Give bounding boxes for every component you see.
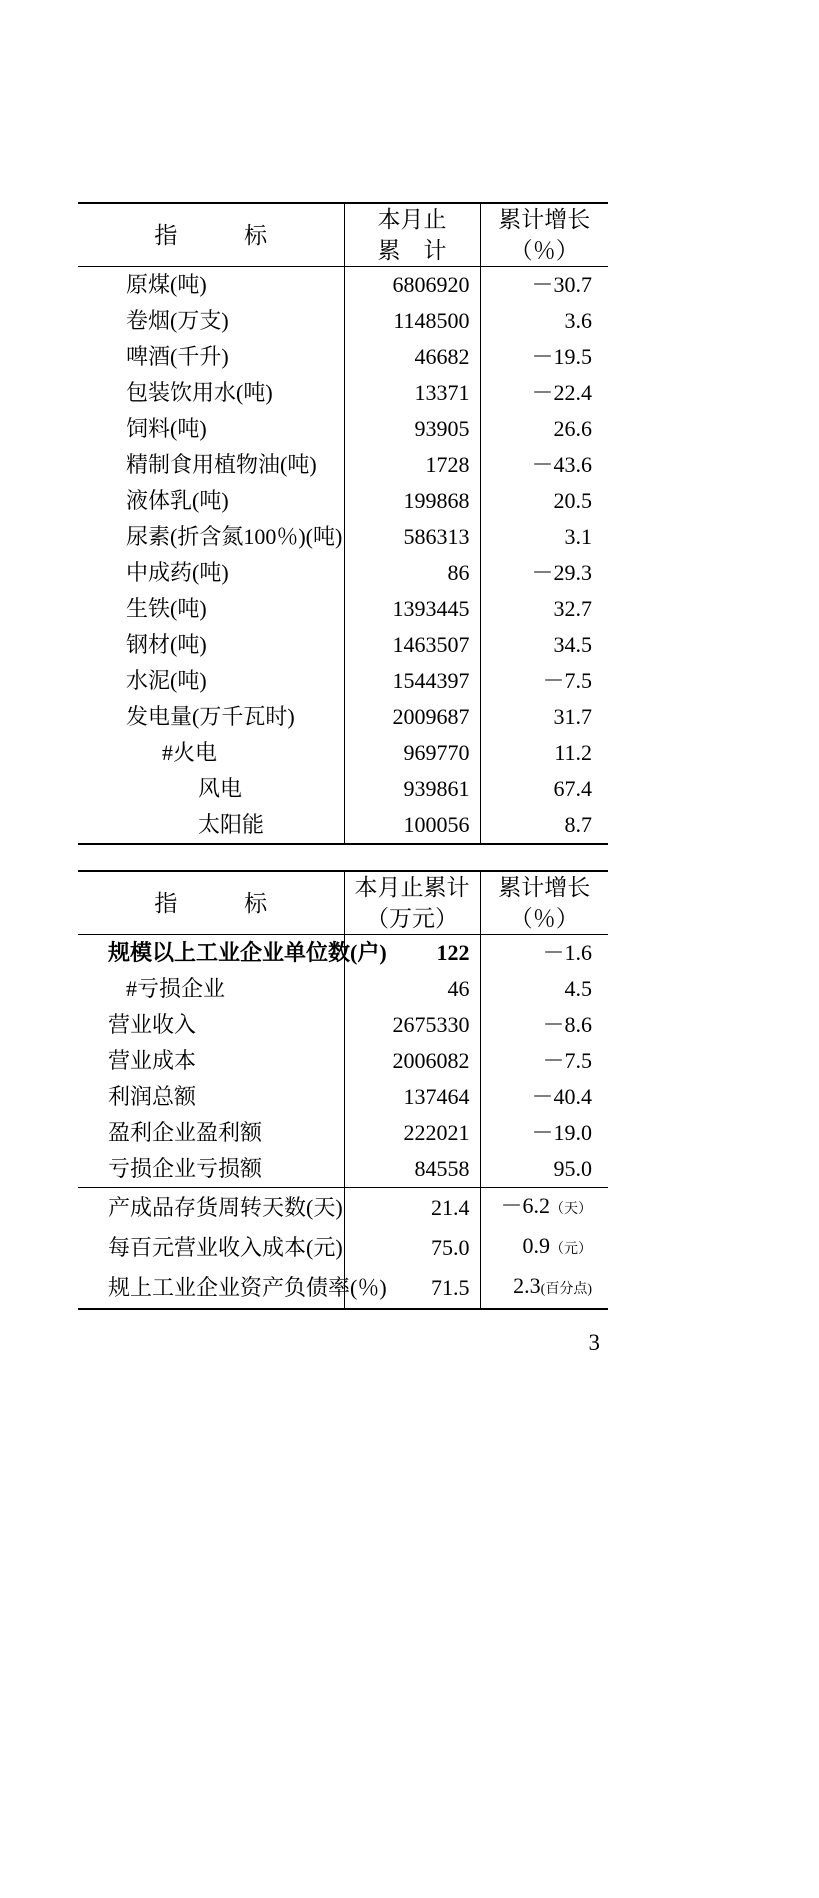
table1-header-label: 指 标 xyxy=(78,203,344,267)
table-row xyxy=(78,663,608,699)
row-label: 产成品存货周转天数(天) xyxy=(78,1188,344,1229)
table-row xyxy=(78,735,608,771)
table-row xyxy=(78,375,608,411)
row-value: 1463507 xyxy=(344,627,480,663)
row-label: 规上工业企业资产负债率(％) xyxy=(78,1268,344,1309)
row-value: 6806920 xyxy=(344,267,480,304)
row-growth: －30.7 xyxy=(480,267,608,304)
row-value: 2009687 xyxy=(344,699,480,735)
table1-header-growth-line1: 累计增长 xyxy=(498,207,591,232)
row-value: 1393445 xyxy=(344,591,480,627)
table-row xyxy=(78,699,608,735)
row-label: 发电量(万千瓦时) xyxy=(126,704,295,729)
row-growth: 34.5 xyxy=(480,627,608,663)
row-growth: 32.7 xyxy=(480,591,608,627)
table-row xyxy=(78,267,608,304)
table2-header-label: 指 标 xyxy=(78,871,344,935)
row-label: 亏损企业亏损额 xyxy=(108,1156,263,1181)
row-label: 啤酒(千升) xyxy=(126,344,229,369)
page-number: 3 xyxy=(588,1330,600,1355)
row-value: 46 xyxy=(344,971,480,1007)
row-value: 1544397 xyxy=(344,663,480,699)
row-label: 盈利企业盈利额 xyxy=(108,1120,263,1145)
row-value: 2675330 xyxy=(344,1007,480,1043)
table2-header-growth-line2: （％） xyxy=(509,906,579,931)
row-growth-unit: (百分点) xyxy=(540,1282,592,1297)
row-label: 水泥(吨) xyxy=(126,668,207,693)
row-label: 液体乳(吨) xyxy=(126,488,229,513)
row-value: 969770 xyxy=(344,735,480,771)
row-growth: 4.5 xyxy=(480,971,608,1007)
row-value: 86 xyxy=(344,555,480,591)
table-row xyxy=(78,935,608,972)
table-row xyxy=(78,807,608,844)
row-label: #火电 xyxy=(162,740,218,765)
row-label: 精制食用植物油(吨) xyxy=(126,452,317,477)
table1-header-value-line1: 本月止 xyxy=(377,207,447,232)
table-row xyxy=(78,303,608,339)
row-value: 122 xyxy=(344,935,480,972)
row-value: 2006082 xyxy=(344,1043,480,1079)
table-row xyxy=(78,1007,608,1043)
row-growth: －1.6 xyxy=(480,935,608,972)
table-row xyxy=(78,1079,608,1115)
row-value: 586313 xyxy=(344,519,480,555)
table1-header-growth xyxy=(480,203,608,267)
table-row xyxy=(78,519,608,555)
table-row xyxy=(78,555,608,591)
row-growth xyxy=(480,1188,608,1229)
row-label: 规模以上工业企业单位数(户) xyxy=(78,935,344,972)
table-row xyxy=(78,1188,608,1229)
row-growth: －7.5 xyxy=(480,663,608,699)
row-growth-value: 2.3 xyxy=(513,1273,541,1298)
row-growth: 26.6 xyxy=(480,411,608,447)
row-value: 222021 xyxy=(344,1115,480,1151)
table1-header-growth-line2: （％） xyxy=(509,238,579,263)
row-growth: 20.5 xyxy=(480,483,608,519)
row-label: 钢材(吨) xyxy=(126,632,207,657)
row-growth: 67.4 xyxy=(480,771,608,807)
row-label: 利润总额 xyxy=(108,1084,197,1109)
row-growth: －19.5 xyxy=(480,339,608,375)
production-indicators-table-block xyxy=(78,202,608,845)
row-growth: －22.4 xyxy=(480,375,608,411)
row-label: 卷烟(万支) xyxy=(126,308,229,333)
table-row xyxy=(78,1268,608,1309)
row-label: 营业收入 xyxy=(108,1012,197,1037)
table-row xyxy=(78,483,608,519)
table2-header-growth xyxy=(480,871,608,935)
row-growth-value: －6.2 xyxy=(500,1193,550,1218)
table1-header-value-line2: 累 计 xyxy=(377,238,447,263)
row-value: 93905 xyxy=(344,411,480,447)
row-value: 75.0 xyxy=(344,1228,480,1268)
row-label: 生铁(吨) xyxy=(126,596,207,621)
row-growth xyxy=(480,1228,608,1268)
row-value: 137464 xyxy=(344,1079,480,1115)
row-growth-unit: （天） xyxy=(550,1202,592,1217)
table-row xyxy=(78,1115,608,1151)
table-row xyxy=(78,1043,608,1079)
row-growth: 8.7 xyxy=(480,807,608,844)
row-label: 原煤(吨) xyxy=(78,267,344,304)
row-growth: －8.6 xyxy=(480,1007,608,1043)
row-label: 包装饮用水(吨) xyxy=(126,380,273,405)
row-growth: －19.0 xyxy=(480,1115,608,1151)
table-row xyxy=(78,627,608,663)
row-growth: 95.0 xyxy=(480,1151,608,1188)
row-label: #亏损企业 xyxy=(126,976,226,1001)
table2-header-value-line2: （万元） xyxy=(366,906,458,931)
row-label: 尿素(折含氮100％)(吨) xyxy=(126,524,343,549)
row-value: 21.4 xyxy=(344,1188,480,1229)
row-value: 71.5 xyxy=(344,1268,480,1309)
table-row xyxy=(78,771,608,807)
table-row xyxy=(78,339,608,375)
row-label: 中成药(吨) xyxy=(126,560,229,585)
financial-indicators-table xyxy=(78,870,608,1310)
table2-header-value xyxy=(344,871,480,935)
row-growth: －29.3 xyxy=(480,555,608,591)
row-growth: 31.7 xyxy=(480,699,608,735)
table-row xyxy=(78,1228,608,1268)
row-value: 13371 xyxy=(344,375,480,411)
row-growth: －43.6 xyxy=(480,447,608,483)
table-row xyxy=(78,971,608,1007)
table-row xyxy=(78,447,608,483)
row-label: 营业成本 xyxy=(108,1048,197,1073)
row-growth-value: 0.9 xyxy=(522,1233,550,1258)
table1-header-value xyxy=(344,203,480,267)
table-row xyxy=(78,591,608,627)
row-value: 199868 xyxy=(344,483,480,519)
row-growth-unit: （元） xyxy=(550,1242,592,1257)
row-value: 939861 xyxy=(344,771,480,807)
table2-header-growth-line1: 累计增长 xyxy=(498,875,591,900)
row-label: 每百元营业收入成本(元) xyxy=(108,1235,343,1260)
row-growth xyxy=(480,1268,608,1309)
row-growth: 3.6 xyxy=(480,303,608,339)
row-growth: 11.2 xyxy=(480,735,608,771)
table2-header-row xyxy=(78,871,608,935)
table-row xyxy=(78,411,608,447)
row-value: 46682 xyxy=(344,339,480,375)
table2-header-value-line1: 本月止累计 xyxy=(354,875,470,900)
production-indicators-table xyxy=(78,202,608,845)
row-growth: －40.4 xyxy=(480,1079,608,1115)
row-label: 太阳能 xyxy=(78,807,344,844)
row-growth: －7.5 xyxy=(480,1043,608,1079)
row-value: 84558 xyxy=(344,1151,480,1188)
row-value: 1148500 xyxy=(344,303,480,339)
row-value: 1728 xyxy=(344,447,480,483)
row-growth: 3.1 xyxy=(480,519,608,555)
row-label: 饲料(吨) xyxy=(126,416,207,441)
financial-indicators-table-block xyxy=(78,870,608,1310)
row-value: 100056 xyxy=(344,807,480,844)
row-label: 风电 xyxy=(198,776,243,801)
table-row xyxy=(78,1151,608,1188)
table1-header-row xyxy=(78,203,608,267)
